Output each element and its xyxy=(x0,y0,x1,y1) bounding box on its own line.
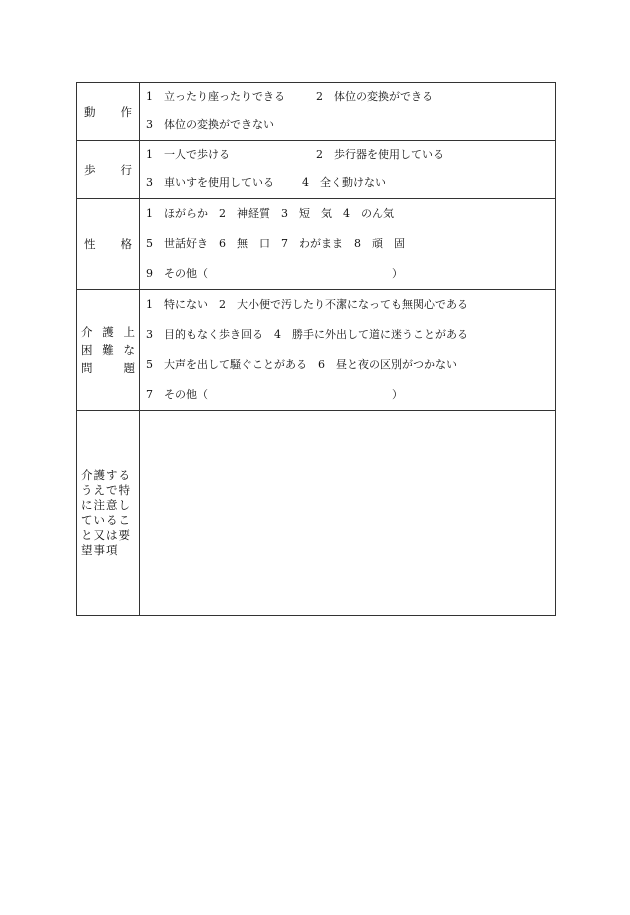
movement-options xyxy=(140,83,556,141)
label-walking: 歩 行 xyxy=(77,141,140,199)
personality-options xyxy=(140,199,556,290)
special-notes-field[interactable] xyxy=(140,411,556,616)
row-care-difficulties xyxy=(77,290,556,411)
label-movement: 動 作 xyxy=(77,83,140,141)
row-walking xyxy=(77,141,556,199)
personality-line-2[interactable]: 5 世話好き 6 無 口 7 わがまま 8 頑 固 xyxy=(146,237,405,250)
difficulty-line-3[interactable]: 5 大声を出して騒ぐことがある 6 昼と夜の区別がつかない xyxy=(146,358,457,371)
personality-line-1[interactable]: 1 ほがらか 2 神経質 3 短 気 4 のん気 xyxy=(146,207,394,220)
difficulty-line-4[interactable]: 7 その他（ ） xyxy=(146,388,403,401)
personality-line-3[interactable]: 9 その他（ ） xyxy=(146,267,403,280)
label-special-notes: 介護する うえで特 に注意し ているこ と又は要 望事項 xyxy=(77,411,140,616)
label-personality: 性 格 xyxy=(77,199,140,290)
row-movement xyxy=(77,83,556,141)
walking-line-2[interactable]: 3 車いすを使用している 4 全く動けない xyxy=(146,176,386,189)
difficulty-line-1[interactable]: 1 特にない 2 大小便で汚したり不潔になっても無関心である xyxy=(146,298,468,311)
label-care-difficulties: 介 護 上 困 難 な 問 題 xyxy=(77,290,140,411)
difficulty-line-2[interactable]: 3 目的もなく歩き回る 4 勝手に外出して道に迷うことがある xyxy=(146,328,468,341)
movement-line-1[interactable]: 1 立ったり座ったりできる 2 体位の変換ができる xyxy=(146,90,433,103)
row-personality xyxy=(77,199,556,290)
row-special-notes xyxy=(77,411,556,616)
walking-line-1[interactable]: 1 一人で歩ける 2 歩行器を使用している xyxy=(146,148,444,161)
care-info-form xyxy=(76,82,556,616)
walking-options xyxy=(140,141,556,199)
movement-line-2[interactable]: 3 体位の変換ができない xyxy=(146,118,274,131)
care-difficulty-options xyxy=(140,290,556,411)
